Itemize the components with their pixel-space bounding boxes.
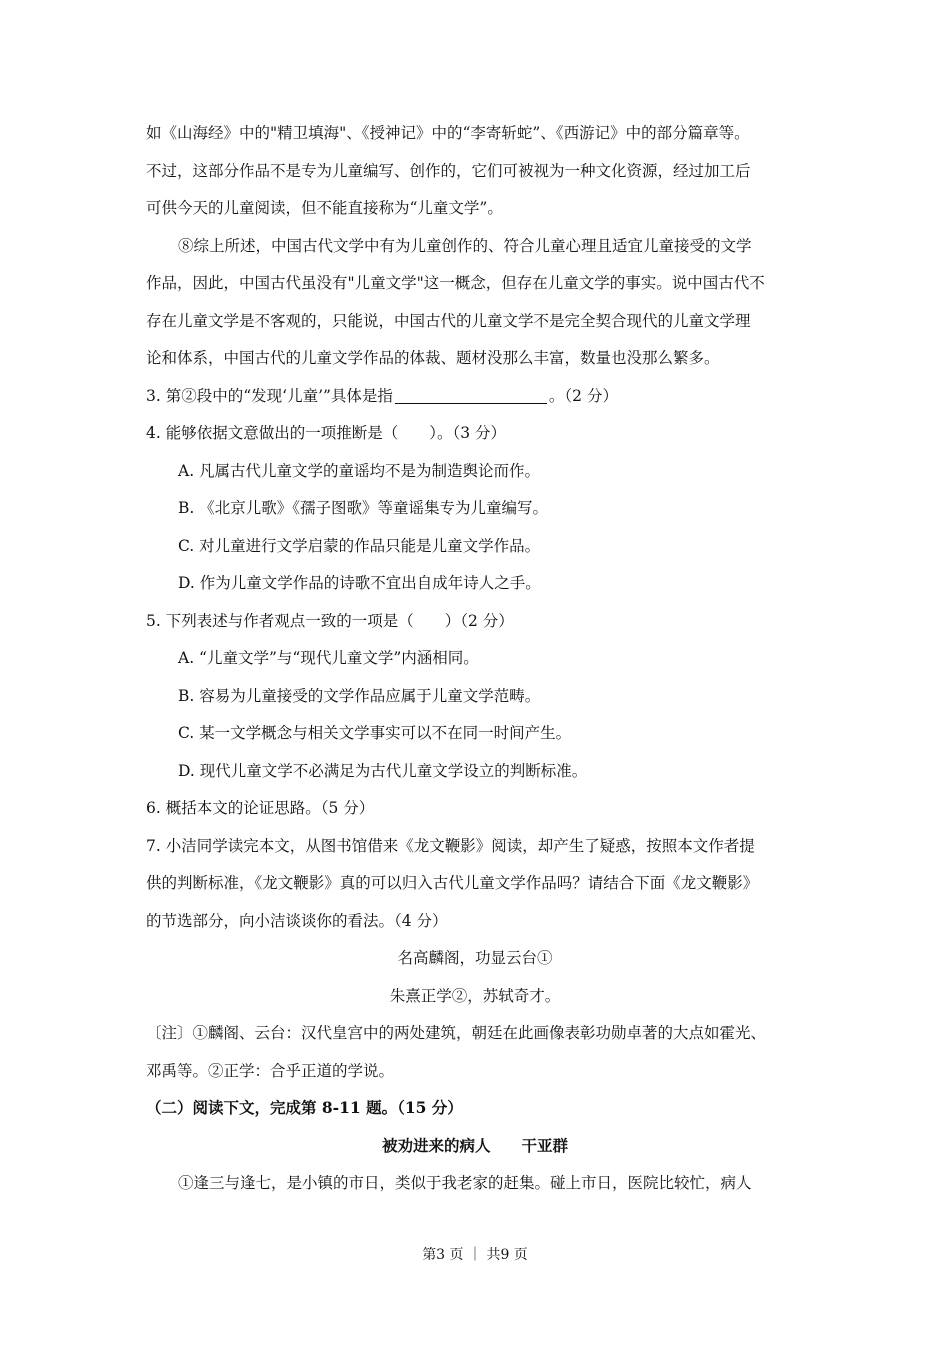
question-4-option-c: C. 对儿童进行文学启蒙的作品只能是儿童文学作品。 [178,537,541,555]
verse-line: 朱熹正学②，苏轼奇才。 [389,987,561,1005]
paragraph-8-line: 作品，因此，中国古代虽没有"儿童文学"这一概念，但存在儿童文学的事实。说中国古代不 [146,274,765,292]
annotation-line: 邓禹等。②正学：合乎正道的学说。 [146,1062,395,1080]
question-4-stem: 4. 能够依据文意做出的一项推断是（ ）。（3 分） [146,424,507,442]
question-5-option-c: C. 某一文学概念与相关文学事实可以不在同一时间产生。 [178,724,572,742]
section-heading: （二）阅读下文，完成第 8-11 题。（15 分） [146,1098,463,1117]
question-7-line: 供的判断标准，《龙文鞭影》真的可以归入古代儿童文学作品吗？请结合下面《龙文鞭影》 [146,874,759,892]
question-3-text: 3. 第②段中的“发现‘儿童’”具体是指 [146,387,393,405]
question-6: 6. 概括本文的论证思路。（5 分） [146,799,375,817]
question-3 [146,385,811,407]
annotation-line: 〔注〕①麟阁、云台：汉代皇宫中的两处建筑，朝廷在此画像表彰功勋卓著的大点如霍光、 [146,1024,767,1042]
question-7-line: 7. 小洁同学读完本文，从图书馆借来《龙文鞭影》阅读，却产生了疑惑，按照本文作者提 [146,837,755,855]
paragraph-8-line: 论和体系，中国古代的儿童文学作品的体裁、题材没那么丰富，数量也没那么繁多。 [146,349,720,367]
question-5-option-a: A. “儿童文学”与“现代儿童文学”内涵相同。 [178,649,479,667]
question-5-stem: 5. 下列表述与作者观点一致的一项是（ ）（2 分） [146,612,514,630]
question-4-option-d: D. 作为儿童文学作品的诗歌不宜出自成年诗人之手。 [178,574,541,592]
question-7-line: 的节选部分，向小洁谈谈你的看法。（4 分） [146,912,448,930]
paragraph-8-line: ⑧综上所述，中国古代文学中有为儿童创作的、符合儿童心理且适宜儿童接受的文学 [178,237,752,255]
page-footer: 第3 页 ｜ 共9 页 [422,1247,528,1263]
passage-line: 不过，这部分作品不是专为儿童编写、创作的，它们可被视为一种文化资源，经过加工后 [146,162,751,180]
answer-blank[interactable] [395,387,547,404]
story-paragraph-1: ①逢三与逢七，是小镇的市日，类似于我老家的赶集。碰上市日，医院比较忙，病人 [178,1174,752,1192]
question-4-option-b: B. 《北京儿歌》《孺子图歌》等童谣集专为儿童编写。 [178,499,548,517]
question-5-option-b: B. 容易为儿童接受的文学作品应属于儿童文学范畴。 [178,687,541,705]
verse-line: 名高麟阁，功显云台① [397,949,553,967]
passage-line: 如《山海经》中的"精卫填海"、《授神记》中的“李寄斩蛇”、《西游记》中的部分篇章等。 [146,124,750,142]
question-4-option-a: A. 凡属古代儿童文学的童谣均不是为制造舆论而作。 [178,462,541,480]
question-3-points: 。（2 分） [548,387,618,405]
passage-line: 可供今天的儿童阅读，但不能直接称为“儿童文学”。 [146,199,503,217]
paragraph-8-line: 存在儿童文学是不客观的，只能说，中国古代的儿童文学不是完全契合现代的儿童文学理 [146,312,751,330]
question-5-option-d: D. 现代儿童文学不必满足为古代儿童文学设立的判断标准。 [178,762,588,780]
story-title: 被劝进来的病人 干亚群 [381,1136,568,1155]
